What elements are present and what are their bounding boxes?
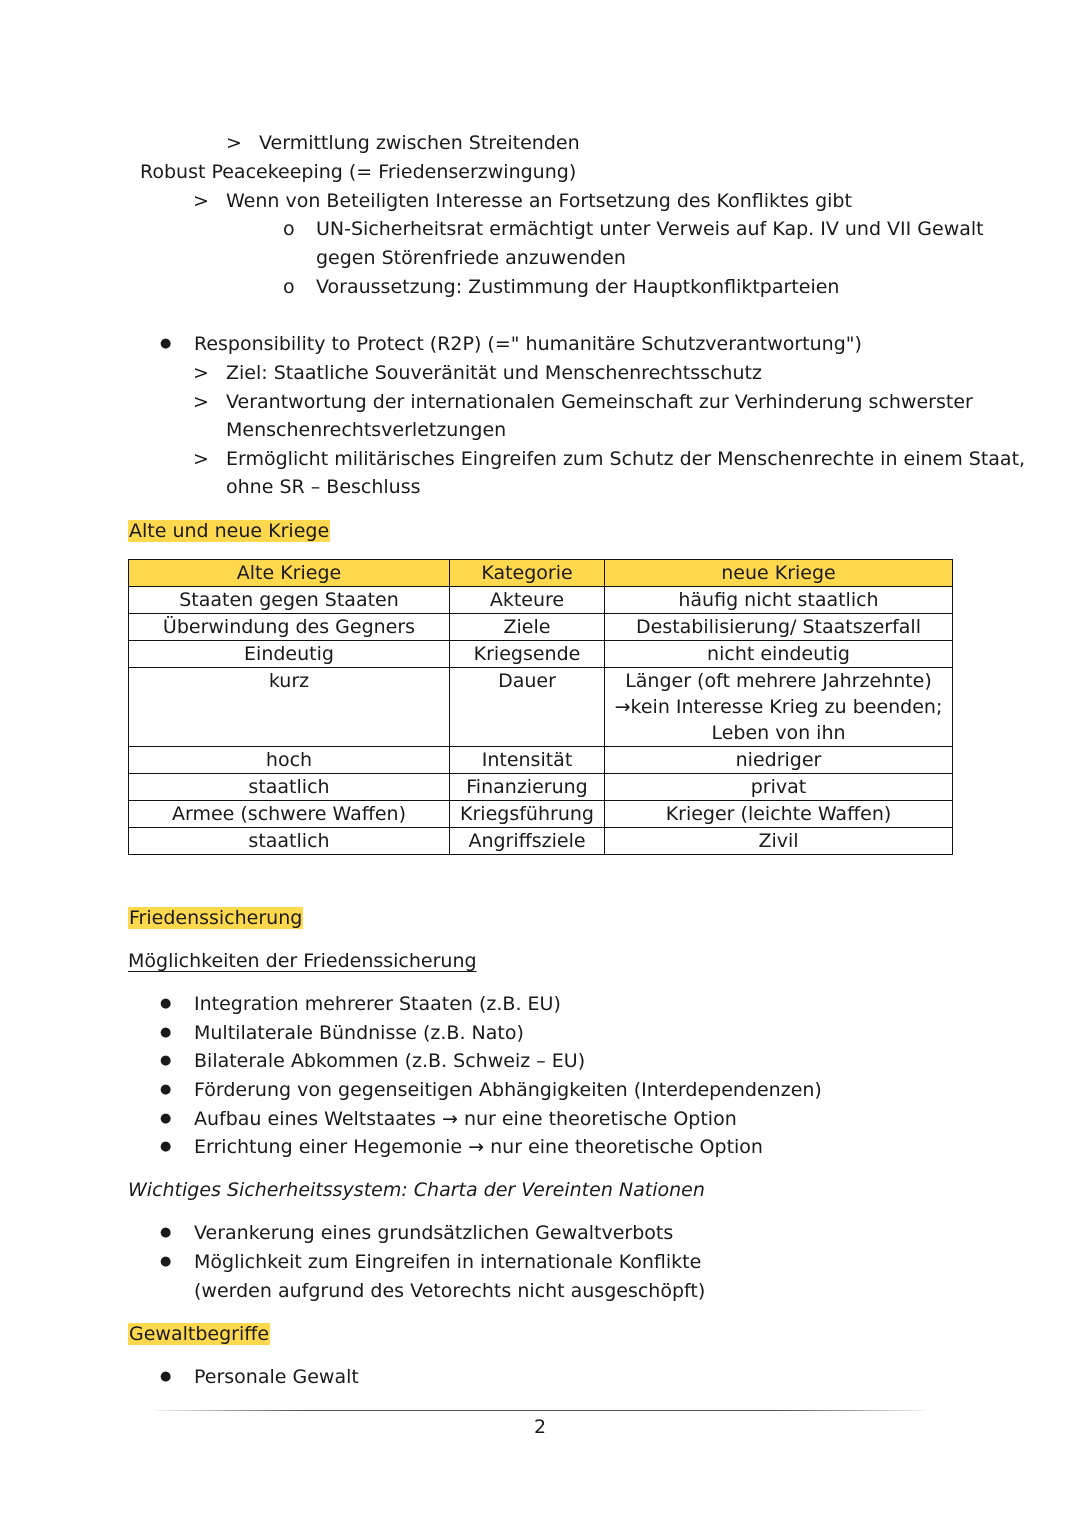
robust-point: Wenn von Beteiligten Interesse an Fortsetzung des Konfliktes gibt	[226, 190, 852, 212]
list-item-text: Errichtung einer Hegemonie	[194, 1136, 463, 1158]
cell-kategorie: Akteure	[450, 587, 605, 614]
r2p-point-3-line1: Ermöglicht militärisches Eingreifen zum Schutz der Menschenrechte in einem Staat,	[226, 448, 1026, 470]
cell-neu-line1: Länger (oft mehrere Jahrzehnte)	[625, 670, 932, 692]
sub-point-1-line1: UN-Sicherheitsrat ermächtigt unter Verweis auf Kap. IV und VII Gewalt	[316, 218, 984, 240]
list-item-text: Aufbau eines Weltstaates	[194, 1108, 436, 1130]
bullet-icon: ●	[160, 1254, 172, 1269]
bullet-icon: ●	[160, 1111, 172, 1126]
table-row	[129, 801, 953, 828]
table-row	[129, 747, 953, 774]
cell-neu: privat	[605, 774, 953, 801]
r2p-title: Responsibility to Protect (R2P) (=" humanitäre Schutzverantwortung")	[194, 333, 862, 355]
vermittlung-text: Vermittlung zwischen Streitenden	[259, 132, 580, 154]
header-neue-kriege: neue Kriege	[605, 560, 953, 587]
cell-neu-line2-text: kein Interesse Krieg zu beenden;	[630, 696, 943, 718]
arrow-right-icon: →	[614, 696, 631, 718]
kriege-table	[128, 559, 953, 855]
cell-neu: niedriger	[605, 747, 953, 774]
table-row	[129, 641, 953, 668]
cell-alt: kurz	[129, 668, 450, 747]
list-item: Bilaterale Abkommen (z.B. Schweiz – EU)	[194, 1050, 586, 1072]
cell-alt: Armee (schwere Waffen)	[129, 801, 450, 828]
list-item: Verankerung eines grundsätzlichen Gewaltverbots	[194, 1222, 674, 1244]
arrow-marker: >	[193, 391, 209, 413]
bullet-icon: ●	[160, 336, 172, 351]
cell-kategorie: Intensität	[450, 747, 605, 774]
cell-neu-line2	[609, 694, 948, 720]
r2p-point-1: Ziel: Staatliche Souveränität und Menschenrechtsschutz	[226, 362, 762, 384]
table-header-row	[129, 560, 953, 587]
cell-neu: häufig nicht staatlich	[605, 587, 953, 614]
table-row	[129, 668, 953, 747]
footer-divider	[155, 1410, 925, 1411]
header-alte-kriege: Alte Kriege	[129, 560, 450, 587]
table-row	[129, 587, 953, 614]
bullet-icon: ●	[160, 996, 172, 1011]
cell-neu-line3: Leben von ihn	[711, 722, 846, 744]
cell-kategorie: Ziele	[450, 614, 605, 641]
robust-peacekeeping-title: Robust Peacekeeping (= Friedenserzwingung)	[140, 161, 577, 183]
sub-point-1-line2: gegen Störenfriede anzuwenden	[316, 247, 626, 269]
arrow-marker: >	[193, 190, 209, 212]
cell-neu: nicht eindeutig	[605, 641, 953, 668]
list-item: Integration mehrerer Staaten (z.B. EU)	[194, 993, 561, 1015]
cell-kategorie: Dauer	[450, 668, 605, 747]
cell-neu: Destabilisierung/ Staatszerfall	[605, 614, 953, 641]
r2p-point-2-line1: Verantwortung der internationalen Gemeinschaft zur Verhinderung schwerster	[226, 391, 973, 413]
frieden-subheading: Möglichkeiten der Friedenssicherung	[128, 950, 477, 972]
r2p-point-3-line2: ohne SR – Beschluss	[226, 476, 421, 498]
cell-kategorie: Kriegsführung	[450, 801, 605, 828]
header-kategorie: Kategorie	[450, 560, 605, 587]
bullet-icon: ●	[160, 1139, 172, 1154]
section-heading-kriege	[128, 518, 330, 544]
section-heading-frieden	[128, 905, 303, 931]
table-row	[129, 828, 953, 855]
cell-alt: hoch	[129, 747, 450, 774]
cell-alt: staatlich	[129, 828, 450, 855]
cell-kategorie: Angriffsziele	[450, 828, 605, 855]
cell-neu: Zivil	[605, 828, 953, 855]
arrow-marker: >	[193, 362, 209, 384]
list-item: Multilaterale Bündnisse (z.B. Nato)	[194, 1022, 524, 1044]
list-item: Förderung von gegenseitigen Abhängigkeiten (Interdependenzen)	[194, 1079, 822, 1101]
sub-bullet-marker: o	[283, 218, 295, 240]
cell-alt: Staaten gegen Staaten	[129, 587, 450, 614]
cell-alt: Überwindung des Gegners	[129, 614, 450, 641]
charta-note: (werden aufgrund des Vetorechts nicht ausgeschöpft)	[194, 1280, 706, 1302]
option-text: nur eine theoretische Option	[463, 1108, 737, 1130]
arrow-right-icon: →	[468, 1136, 485, 1158]
list-item	[194, 1134, 763, 1160]
list-item	[194, 1106, 737, 1132]
bullet-icon: ●	[160, 1025, 172, 1040]
cell-neu: Krieger (leichte Waffen)	[605, 801, 953, 828]
bullet-icon: ●	[160, 1082, 172, 1097]
cell-alt: staatlich	[129, 774, 450, 801]
sub-bullet-marker: o	[283, 276, 295, 298]
cell-kategorie: Kriegsende	[450, 641, 605, 668]
kriege-heading-text: Alte und neue Kriege	[129, 520, 330, 542]
cell-kategorie: Finanzierung	[450, 774, 605, 801]
frieden-heading-text: Friedenssicherung	[129, 907, 303, 929]
bullet-icon: ●	[160, 1053, 172, 1068]
charta-title: Wichtiges Sicherheitssystem: Charta der Vereinten Nationen	[128, 1179, 705, 1201]
page-number: 2	[533, 1416, 547, 1438]
cell-alt: Eindeutig	[129, 641, 450, 668]
gewalt-heading-text: Gewaltbegriffe	[129, 1323, 270, 1345]
list-item: Personale Gewalt	[194, 1366, 359, 1388]
section-heading-gewalt	[128, 1321, 270, 1347]
table-row	[129, 774, 953, 801]
arrow-marker: >	[193, 448, 209, 470]
cell-neu	[605, 668, 953, 747]
arrow-right-icon: →	[441, 1108, 458, 1130]
bullet-icon: ●	[160, 1225, 172, 1240]
list-item: Möglichkeit zum Eingreifen in internationale Konflikte	[194, 1251, 702, 1273]
sub-point-2: Voraussetzung: Zustimmung der Hauptkonfliktparteien	[316, 276, 840, 298]
table-row	[129, 614, 953, 641]
bullet-icon: ●	[160, 1369, 172, 1384]
arrow-marker: >	[226, 132, 242, 154]
r2p-point-2-line2: Menschenrechtsverletzungen	[226, 419, 507, 441]
option-text: nur eine theoretische Option	[490, 1136, 763, 1158]
